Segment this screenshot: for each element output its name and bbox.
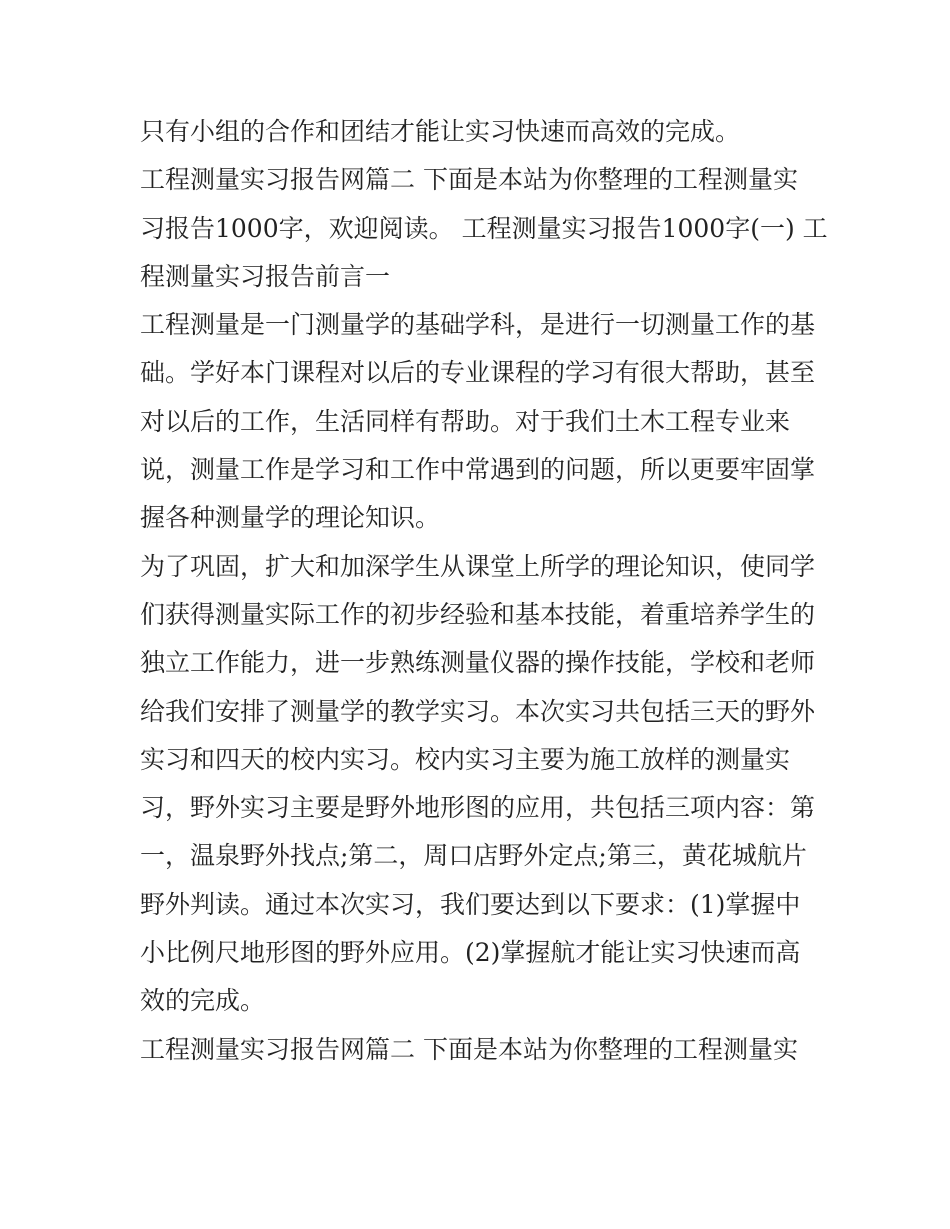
text-line: 实习和四天的校内实习。校内实习主要为施工放样的测量实	[140, 744, 791, 774]
text-line: 只有小组的合作和团结才能让实习快速而高效的完成。	[140, 117, 741, 146]
text-line: 程测量实习报告前言一	[140, 261, 391, 291]
text-line: 工程测量是一门测量学的基础学科，是进行一切测量工作的基	[140, 310, 816, 340]
text-line: 工程测量实习报告网篇二 下面是本站为你整理的工程测量实	[140, 165, 798, 195]
text-line: 为了巩固，扩大和加深学生从课堂上所学的理论知识，使同学	[140, 551, 816, 581]
text-line: 一，温泉野外找点;第二，周口店野外定点;第三，黄花城航片	[140, 841, 807, 871]
text-line: 习报告1000字，欢迎阅读。 工程测量实习报告1000字(一) 工	[140, 213, 828, 243]
text-line: 野外判读。通过本次实习，我们要达到以下要求：(1)掌握中	[140, 889, 801, 919]
text-line: 效的完成。	[140, 986, 266, 1016]
document-body	[140, 108, 828, 1074]
text-line: 对以后的工作，生活同样有帮助。对于我们土木工程专业来	[140, 406, 791, 436]
text-line: 习，野外实习主要是野外地形图的应用，共包括三项内容：第	[140, 793, 816, 823]
text-line: 小比例尺地形图的野外应用。(2)掌握航才能让实习快速而高	[140, 938, 801, 968]
text-line: 给我们安排了测量学的教学实习。本次实习共包括三天的野外	[140, 696, 816, 726]
text-line: 握各种测量学的理论知识。	[140, 503, 441, 533]
text-line: 说，测量工作是学习和工作中常遇到的问题，所以更要牢固掌	[140, 455, 816, 485]
text-line: 们获得测量实际工作的初步经验和基本技能，着重培养学生的	[140, 599, 816, 629]
text-line: 工程测量实习报告网篇二 下面是本站为你整理的工程测量实	[140, 1034, 798, 1064]
text-line: 础。学好本门课程对以后的专业课程的学习有很大帮助，甚至	[140, 358, 816, 388]
text-line: 独立工作能力，进一步熟练测量仪器的操作技能，学校和老师	[140, 648, 816, 678]
